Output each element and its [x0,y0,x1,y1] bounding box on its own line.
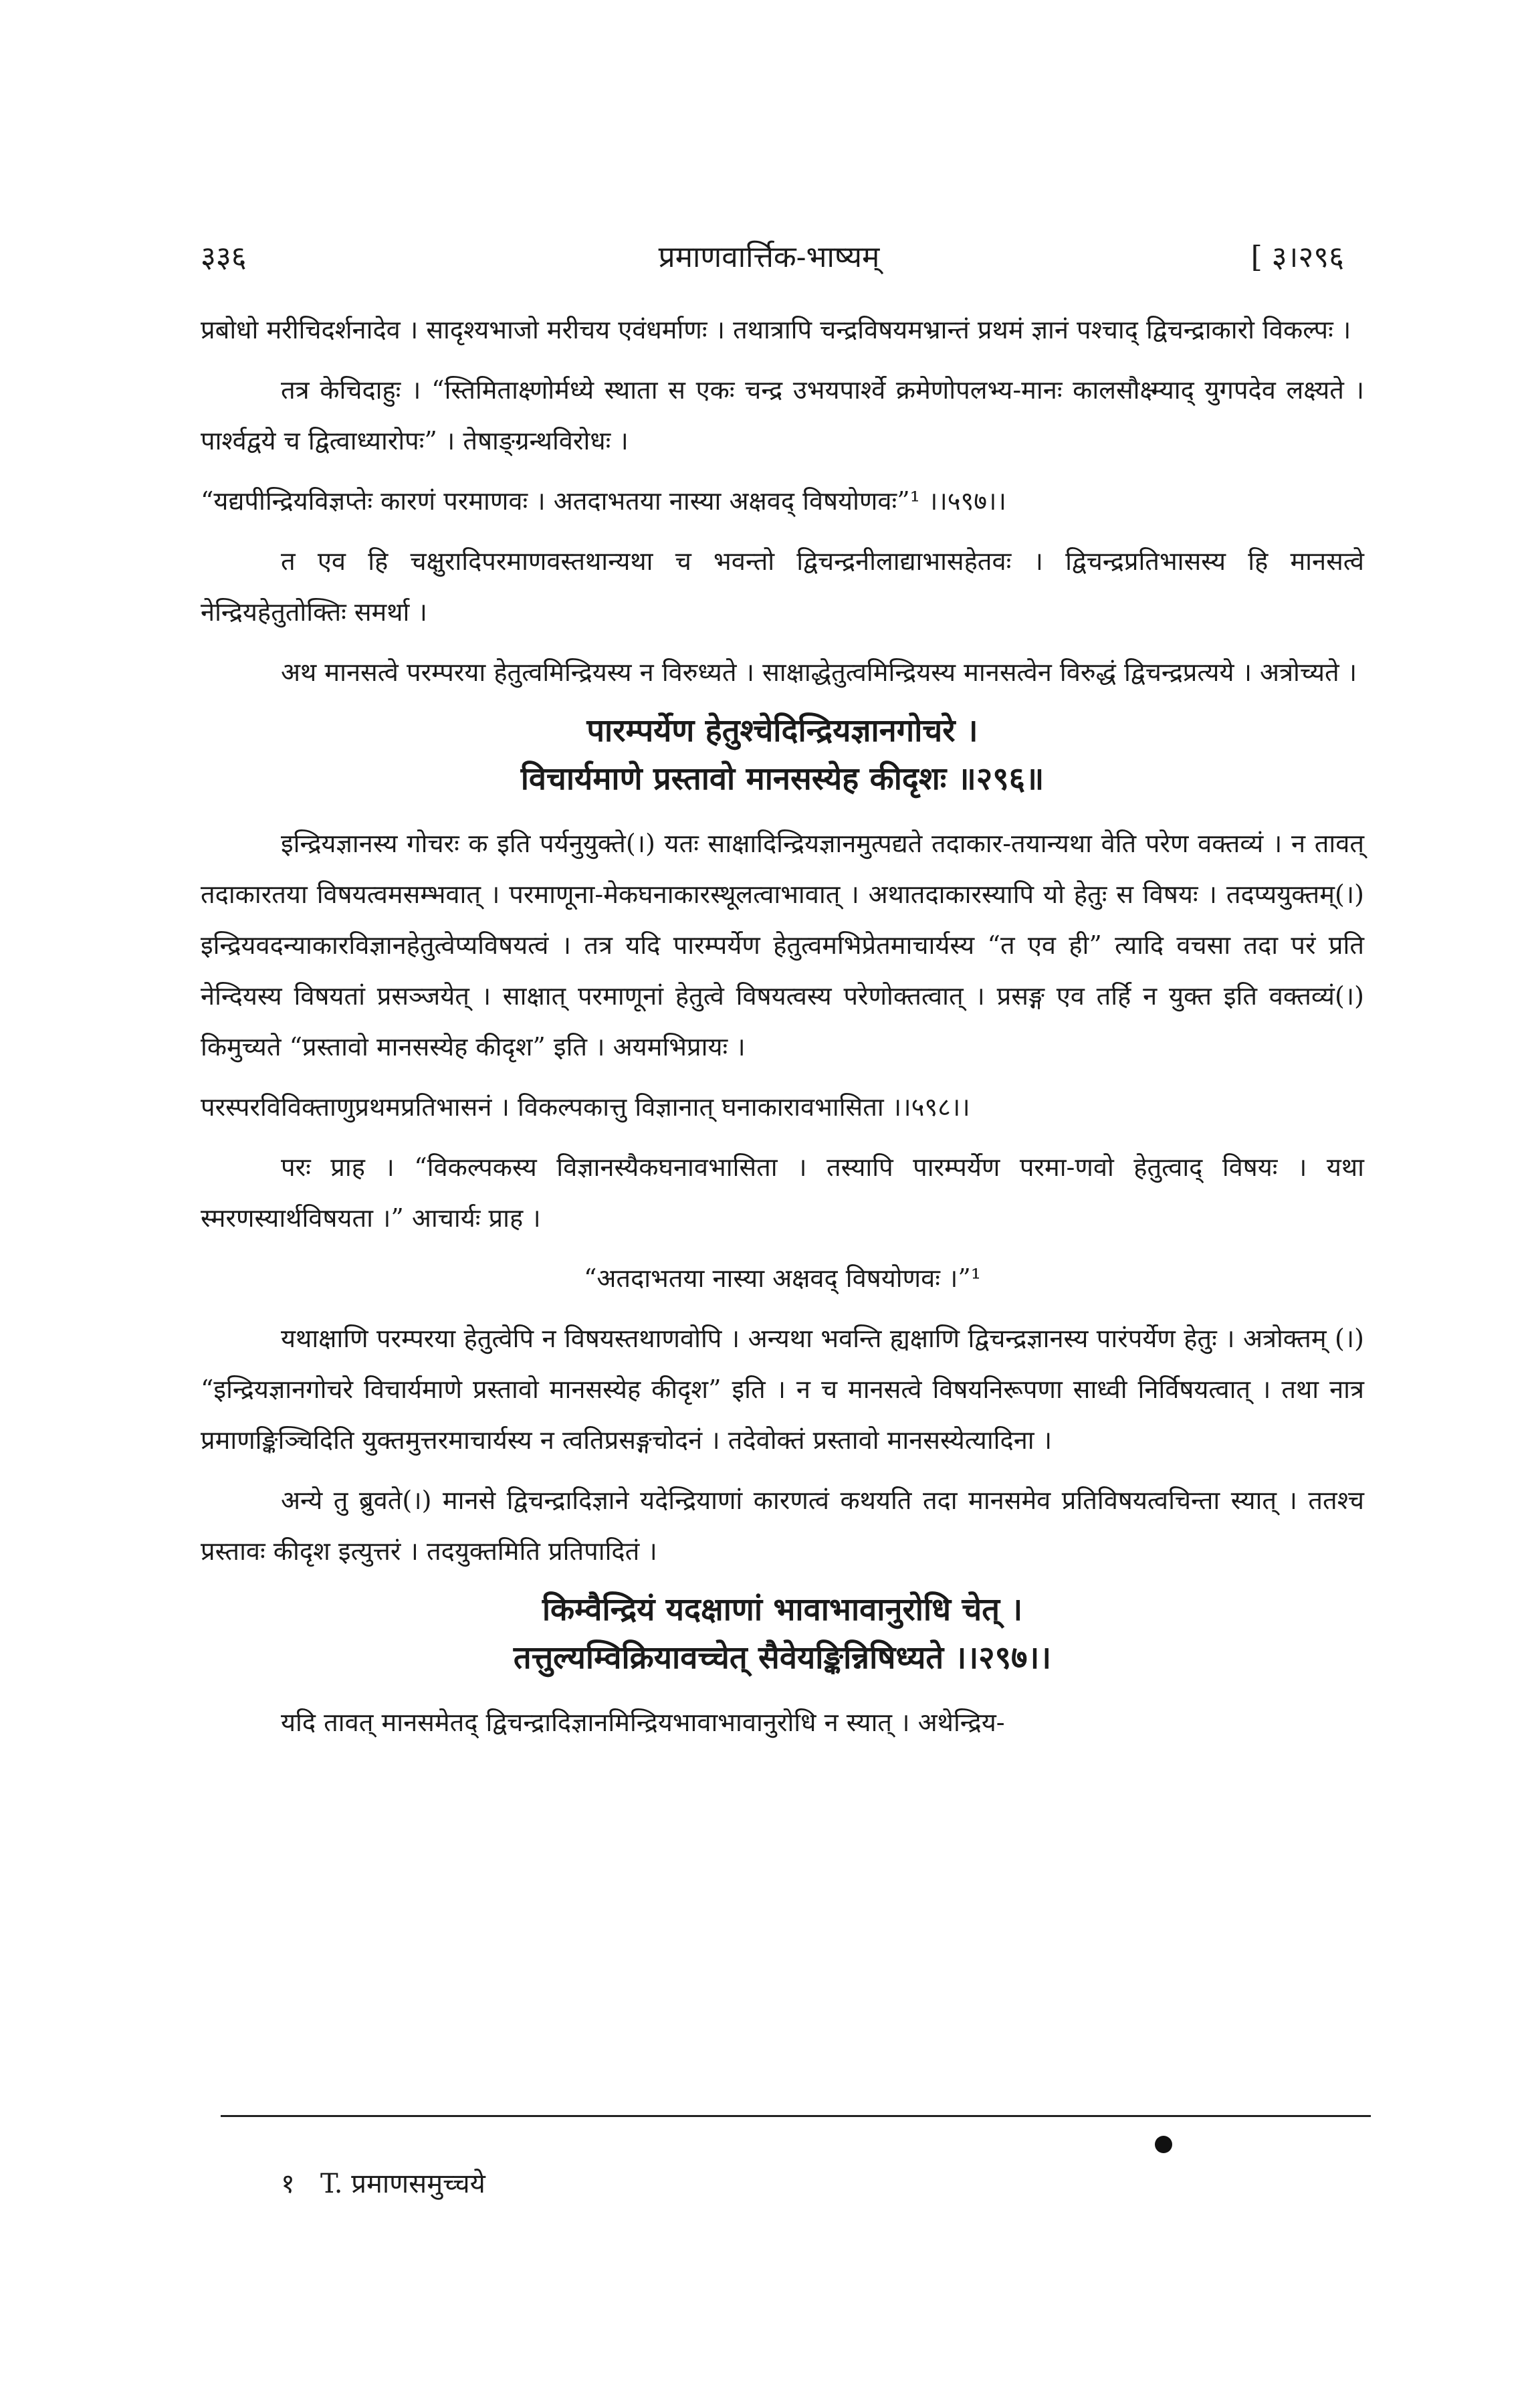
footnote [281,2161,485,2207]
verse-line: तत्तुल्यम्विक्रियावच्चेत् सैवेयङ्किन्निषिध्यते ।।२९७।। [513,1639,1052,1676]
footnote-divider [221,2115,1371,2117]
quoted-verse: परस्परविविक्ताणुप्रथमप्रतिभासनं । विकल्पकात्तु विज्ञानात् घनाकारावभासिता ।।५९८।। [201,1092,970,1122]
verse-line: विचार्यमाणे प्रस्तावो मानसस्येह कीदृशः ॥२९६॥ [520,761,1045,797]
quoted-line: “अतदाभतया नास्या अक्षवद् विषयोणवः ।”¹ [583,1264,982,1293]
page-number: ३३६ [201,240,247,274]
running-header [0,234,1538,281]
verse-line: किम्वैन्द्रियं यदक्षाणां भावाभावानुरोधि चेत् । [542,1591,1023,1628]
verse-296 [201,707,1364,803]
verse-297 [201,1586,1364,1682]
verse-line: पारम्पर्येण हेतुश्चेदिन्द्रियज्ञानगोचरे । [586,712,978,749]
section-reference: [ ३।२९६ [1250,240,1344,274]
main-text [201,304,1364,1757]
footnote-text: T. प्रमाणसमुच्चये [320,2169,485,2199]
ink-dot [1155,2136,1172,2153]
paragraph: परः प्राह । “विकल्पकस्य विज्ञानस्यैकघनावभासिता । तस्यापि पारम्पर्येण परमा-णवो हेतुत्वाद् विषयः । यथा स्मरणस्यार्थविषयता ।” आचार्यः प्राह । [201,1152,1364,1233]
paragraph: इन्द्रियज्ञानस्य गोचरः क इति पर्यनुयुक्ते(।) यतः साक्षादिन्द्रियज्ञानमुत्पद्यते तदाकार-तयान्यथा वेति परेण वक्तव्यं । न तावत् तदाकारतया विषयत्वमसम्भवात् । परमाणूना-मेकघनाकारस्थूलत्वाभावात् । अथातदाकारस्यापि यो हेतुः स विषयः । तदप्ययुक्तम्(।) इन्द्रियवदन्याकारविज्ञानहेतुत्वेप्यविषयत्वं । तत्र यदि पारम्पर्येण हेतुत्वमभिप्रेतमाचार्यस्य “त एव ही” त्यादि वचसा तदा परं प्रति नेन्दियस्य विषयतां प्रसञ्जयेत् । साक्षात् परमाणूनां हेतुत्वे विषयत्वस्य परेणोक्तत्वात् । प्रसङ्ग एव तर्हि न युक्त इति वक्तव्यं(।) किमुच्यते “प्रस्तावो मानसस्येह कीदृश” इति । अयमभिप्रायः । [201,829,1364,1062]
paragraph: प्रबोधो मरीचिदर्शनादेव । सादृश्यभाजो मरीचय एवंधर्माणः । तथात्रापि चन्द्रविषयमभ्रान्तं प्रथमं ज्ञानं पश्चाद् द्विचन्द्राकारो विकल्पः । [201,315,1351,344]
running-title: प्रमाणवार्त्तिक-भाष्यम् [658,240,880,274]
paragraph: त एव हि चक्षुरादिपरमाणवस्तथान्यथा च भवन्तो द्विचन्द्रनीलाद्याभासहेतवः । द्विचन्द्रप्रतिभासस्य हि मानसत्वे नेन्द्रियहेतुतोक्तिः समर्था । [201,546,1364,627]
paragraph: अन्ये तु ब्रुवते(।) मानसे द्विचन्द्रादिज्ञाने यदेन्द्रियाणां कारणत्वं कथयति तदा मानसमेव प्रतिविषयत्वचिन्ता स्यात् । ततश्च प्रस्तावः कीदृश इत्युत्तरं । तदयुक्तमिति प्रतिपादितं । [201,1486,1364,1566]
paragraph: यथाक्षाणि परम्परया हेतुत्वेपि न विषयस्तथाणवोपि । अन्यथा भवन्ति ह्यक्षाणि द्विचन्द्रज्ञानस्य पारंपर्येण हेतुः । अत्रोक्तम् (।) “इन्द्रियज्ञानगोचरे विचार्यमाणे प्रस्तावो मानसस्येह कीदृश” इति । न च मानसत्वे विषयनिरूपणा साध्वी निर्विषयत्वात् । तथा नात्र प्रमाणङ्किञ्चिदिति युक्तमुत्तरमाचार्यस्य न त्वतिप्रसङ्गचोदनं । तदेवोक्तं प्रस्तावो मानसस्येत्यादिना । [201,1324,1364,1455]
paragraph: तत्र केचिदाहुः । “स्तिमिताक्ष्णोर्मध्ये स्थाता स एकः चन्द्र उभयपार्श्वे क्रमेणोपलभ्य-मानः कालसौक्ष्म्याद् युगपदेव लक्ष्यते । पार्श्वद्वये च द्वित्वाध्यारोपः” । तेषाङ्ग्रन्थविरोधः । [201,375,1364,456]
quoted-verse: “यद्यपीन्द्रियविज्ञप्तेः कारणं परमाणवः । अतदाभतया नास्या अक्षवद् विषयोणवः”¹ ।।५९७।। [201,486,1006,516]
paragraph: अथ मानसत्वे परम्परया हेतुत्वमिन्द्रियस्य न विरुध्यते । साक्षाद्धेतुत्वमिन्द्रियस्य मानसत्वेन विरुद्धं द्विचन्द्रप्रत्यये । अत्रोच्यते । [281,658,1357,687]
footnote-number: १ [281,2169,295,2199]
paragraph: यदि तावत् मानसमेतद् द्विचन्द्रादिज्ञानमिन्द्रियभावाभावानुरोधि न स्यात् । अथेन्द्रिय- [281,1708,1005,1737]
